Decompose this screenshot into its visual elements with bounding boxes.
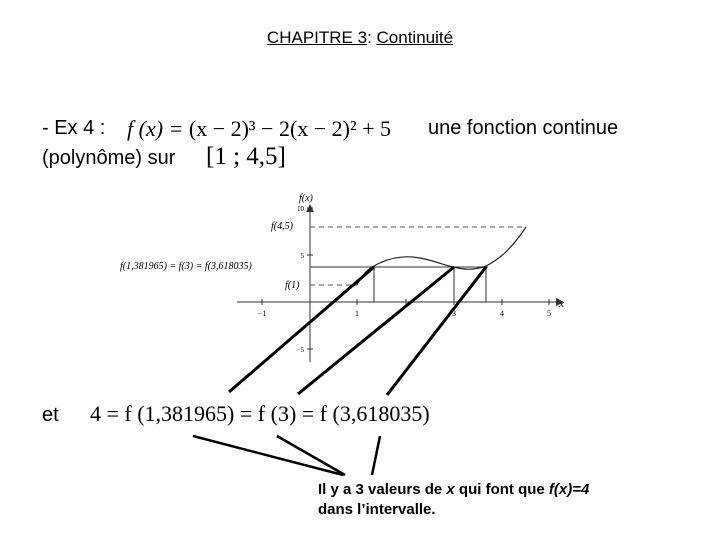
interval: [1 ; 4,5] [206, 143, 286, 170]
note-text-part: Il y a 3 valeurs de [318, 481, 447, 498]
y-tick-label: −5 [296, 346, 304, 354]
y-tick-label: 10 [297, 205, 304, 213]
note-line-2: dans l’intervalle. [318, 501, 436, 518]
x-tick-label: 3 [452, 309, 456, 318]
function-lhs: f (x) = [127, 116, 189, 141]
label-f-1: f(1) [285, 280, 300, 291]
equality-formula: 4 = f (1,381965) = f (3) = f (3,618035) [90, 401, 430, 426]
exercise-line2: (polynôme) sur [42, 147, 176, 169]
exercise-description: une fonction continue [428, 117, 619, 139]
y-axis-label: f(x) [299, 193, 313, 204]
arrow-to-x-3 [298, 267, 454, 394]
note-text-part: qui font que [454, 481, 549, 498]
x-tick-label: 1 [355, 309, 359, 318]
arrow-to-x-3-62 [387, 267, 486, 395]
note-line-1 [318, 480, 589, 500]
y-tick-label: 5 [300, 252, 304, 260]
x-tick-label: −1 [257, 309, 267, 318]
equality-prefix: et [42, 404, 59, 426]
x-tick-label: 5 [547, 309, 551, 318]
note-variable: x [446, 481, 455, 498]
x-tick-label: 4 [500, 309, 504, 318]
function-rhs: (x − 2)³ − 2(x − 2)² + 5 [188, 116, 391, 141]
x-axis-label: x [559, 298, 564, 310]
arrow-to-x-1-38 [229, 267, 374, 392]
note-text [318, 480, 589, 520]
note-arrow-2 [277, 436, 345, 475]
title-separator: : [367, 28, 377, 47]
note-expression: f(x)=4 [548, 481, 590, 498]
chapter-number: CHAPITRE 3 [266, 28, 368, 47]
label-f-equal: f(1,381965) = f(3) = f(3,618035) [120, 261, 252, 272]
exercise-label: - Ex 4 : [42, 117, 106, 139]
chapter-topic: Continuité [376, 28, 454, 47]
note-arrow-1 [193, 436, 343, 475]
note-arrow-3 [372, 436, 380, 475]
label-f-4-5: f(4,5) [271, 221, 293, 232]
